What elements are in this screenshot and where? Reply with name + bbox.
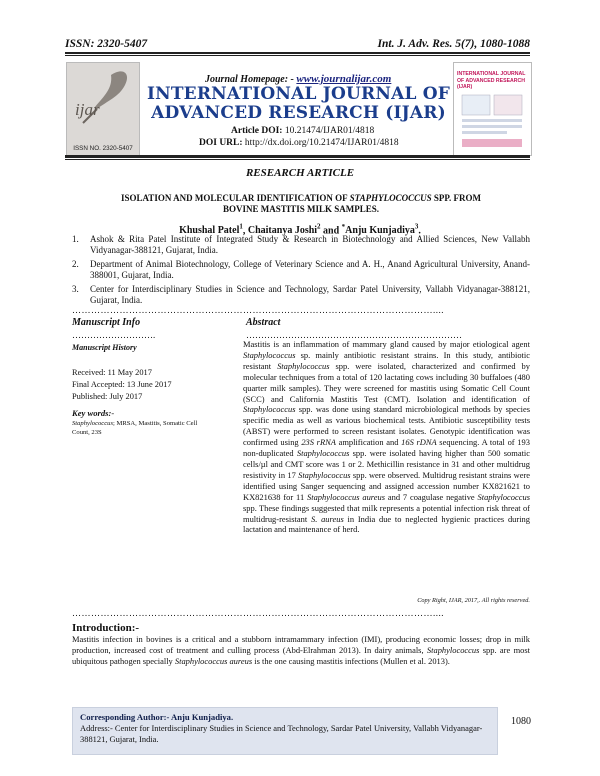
accepted-date: Final Accepted: 13 June 2017: [72, 380, 172, 389]
italic-term: Staphylococcus: [243, 349, 296, 360]
corresponding-author-heading: Corresponding Author:- Anju Kunjadiya.: [80, 712, 234, 722]
keywords-heading: Key words:-: [72, 408, 115, 418]
text-run: spp. was done using standard microbiological methods by species specific media as well as various biochemical tests. Antibiotic susceptibility tests (ABST) were performed to screen resistant isolates. Genotypic identification was confirmed using: [243, 404, 530, 448]
masthead-rule-thin: [65, 159, 530, 160]
dotted-rule-bottom: ……………………………………………………………………………………………………....: [72, 609, 444, 618]
quill-icon: [67, 63, 139, 141]
logo-issn: ISSN NO. 2320-5407: [73, 145, 133, 152]
author-affiliation-marker: 2: [317, 223, 321, 231]
manuscript-dates: [72, 367, 172, 403]
introduction-text: [72, 634, 530, 667]
keywords-text: [72, 420, 202, 437]
text-run: spp. were isolated, characterized and confirmed by molecular techniques from a total of 120 lactating cows including 30 buffaloes (480 quarter milk samples). They were screened for mastitis using Somatic Cell Count (SCC) and California Mastitis Test (CMT). Isolation and identification of: [243, 360, 530, 404]
text-run: sp. mainly antibiotic resistant strains. In this study, antibiotic resistant: [243, 349, 530, 371]
article-type: RESEARCH ARTICLE: [245, 167, 355, 179]
abstract-text: [243, 339, 530, 535]
text-run: Mastitis infection in bovines is a critical and a stubborn intramammary infection (IMI), producing economic losses; drop in milk production, increased cost of treatment and culling process (Abd-Elrahman 2013). In dairy animals,: [72, 634, 530, 656]
corresponding-author-address: Address:- Center for Interdisciplinary Studies in Science and Technology, Sardar Patel University, Vallabh Vidyanagar-388121, Gujarat, India.: [80, 723, 483, 744]
title-italic: STAPHYLOCOCCUS: [349, 193, 432, 203]
page-number: 1080: [511, 716, 531, 727]
italic-term: Staphylococcus: [477, 491, 530, 502]
author-text: Chaitanya Joshi: [247, 225, 318, 237]
affiliation-text: Center for Interdisciplinary Studies in Science and Technology, Sardar Patel University, Vallabh Vidyanagar-388121, Gujarat, India.: [90, 284, 530, 305]
journal-title-line2: ADVANCED RESEARCH (IJAR): [151, 103, 446, 123]
doi-label: Article DOI:: [231, 126, 283, 136]
affiliation-text: Ashok & Rita Patel Institute of Integrated Study & Research in Biotechnology and Allied Sciences, New Vallabh Vidyanagar-388121, Gujarat, India.: [90, 234, 530, 255]
homepage-label: Journal Homepage: -: [205, 74, 297, 85]
keyword-italic: Staphylococcus: [72, 420, 114, 427]
text-run: spp. were isolated having higher than 500 somatic cells/µl and CMT score was 1 or 2. Methicillin resistance in 31 and other multidrug resistivity in 17: [243, 448, 530, 480]
italic-term: Staphylococcus: [296, 448, 350, 459]
author-text: Khushal Patel: [179, 225, 240, 237]
italic-term: Staphylococcus aureus: [174, 656, 253, 667]
manuscript-info-heading: Manuscript Info: [72, 317, 141, 328]
affiliation-list: [72, 234, 530, 309]
italic-term: Staphylococcus: [243, 404, 296, 415]
article-doi: [231, 126, 374, 136]
homepage-link[interactable]: www.journalijar.com: [296, 73, 392, 85]
keyword-rest: ; MRSA, Mastitis, Somatic Cell Count, 23S: [72, 420, 198, 436]
affiliation-text: Department of Animal Biotechnology, College of Veterinary Science and A. H., Anand Agricultural University, Anand-388001, Gujarat, India.: [90, 259, 530, 280]
header-citation: Int. J. Adv. Res. 5(7), 1080-1088: [377, 38, 530, 50]
italic-term: 16S rDNA: [401, 437, 437, 448]
copyright-notice: Copy Right, IJAR, 2017,. All rights reserved.: [417, 597, 530, 604]
masthead-rule: [65, 155, 530, 158]
affiliation-item: [72, 259, 530, 281]
affiliation-item: [72, 284, 530, 306]
manuscript-history-heading: Manuscript History: [72, 343, 137, 352]
author-affiliation-marker: 1: [239, 223, 243, 231]
text-run: is the one causing mastitis infections (Mullen et al. 2013).: [252, 656, 450, 667]
author-separator: ,: [242, 225, 248, 237]
paper-title: [115, 193, 487, 215]
received-date: Received: 11 May 2017: [72, 368, 152, 377]
doi-value[interactable]: 10.21474/IJAR01/4818: [284, 126, 375, 136]
italic-term: 23S rRNA: [301, 437, 336, 448]
title-part2: SPP. FROM BOVINE MASTITIS MILK SAMPLES.: [222, 193, 482, 214]
abstract-heading: Abstract: [246, 317, 281, 328]
text-run: spp. were observed. Multidrug resistant strains were identified using Sanger sequencing and assigned accession number KX821621 to KX821638 for 11: [243, 469, 530, 502]
affiliation-item: [72, 234, 530, 256]
cover-graphic-icon: [454, 63, 531, 155]
manuscript-info-dots: ……………………….: [72, 331, 156, 340]
journal-title-line1: INTERNATIONAL JOURNAL OF: [146, 84, 451, 104]
corresponding-author-box: [72, 707, 498, 755]
header-rule: [65, 52, 530, 54]
italic-term: Staphylococcus: [426, 645, 480, 656]
author-text: Anju Kunjadiya: [345, 225, 415, 237]
author-separator: and: [320, 225, 342, 237]
italic-term: S. aureus: [310, 513, 344, 524]
doi-url-label: DOI URL:: [199, 138, 243, 148]
author-separator: .: [418, 225, 421, 237]
affiliation-number: 1.: [72, 234, 79, 244]
text-run: spp. are most ubiquitous pathogen specially: [72, 645, 530, 667]
logo-ijar-text: ijar: [75, 100, 100, 119]
affiliation-number: 3.: [72, 284, 79, 294]
cover-title: INTERNATIONAL JOURNAL OF ADVANCED RESEARCH (IJAR): [457, 71, 526, 90]
corresponding-marker: *: [341, 223, 346, 231]
affiliation-number: 2.: [72, 259, 79, 269]
published-date: Published: July 2017: [72, 392, 143, 401]
text-run: spp. These findings suggested that milk represents a potential infection risk threat of multidrug-resistant: [243, 502, 530, 524]
text-run: in India due to neglected hygienic practices during lactation and maintenance of herd.: [243, 513, 530, 535]
author-affiliation-marker: 3: [414, 223, 419, 231]
abstract-dots: ………………………………………………………………: [246, 331, 462, 340]
doi-url-value[interactable]: http://dx.doi.org/10.21474/IJAR01/4818: [244, 138, 399, 148]
dotted-rule-top: ……………………………………………………………………………………………………....: [72, 306, 444, 315]
text-run: and 7 coagulase negative: [385, 491, 478, 502]
journal-cover-logo: [453, 62, 532, 156]
italic-term: Staphylococcus aureus: [307, 491, 386, 502]
introduction-heading: Introduction:-: [72, 622, 140, 634]
title-part1: ISOLATION AND MOLECULAR IDENTIFICATION OF: [120, 193, 350, 203]
header-issn: ISSN: 2320-5407: [65, 38, 148, 50]
italic-term: Staphylococcus: [298, 469, 351, 480]
text-run: amplification and: [335, 437, 402, 448]
italic-term: Staphylococcus: [277, 360, 330, 371]
doi-url: [199, 138, 399, 148]
text-run: Mastitis is an inflammation of mammary gland caused by major etiological agent: [243, 339, 530, 349]
text-run: sequencing. A total of 193 non-duplicated: [243, 437, 530, 459]
header-rule-thin: [65, 55, 530, 56]
ijar-logo: [66, 62, 140, 156]
